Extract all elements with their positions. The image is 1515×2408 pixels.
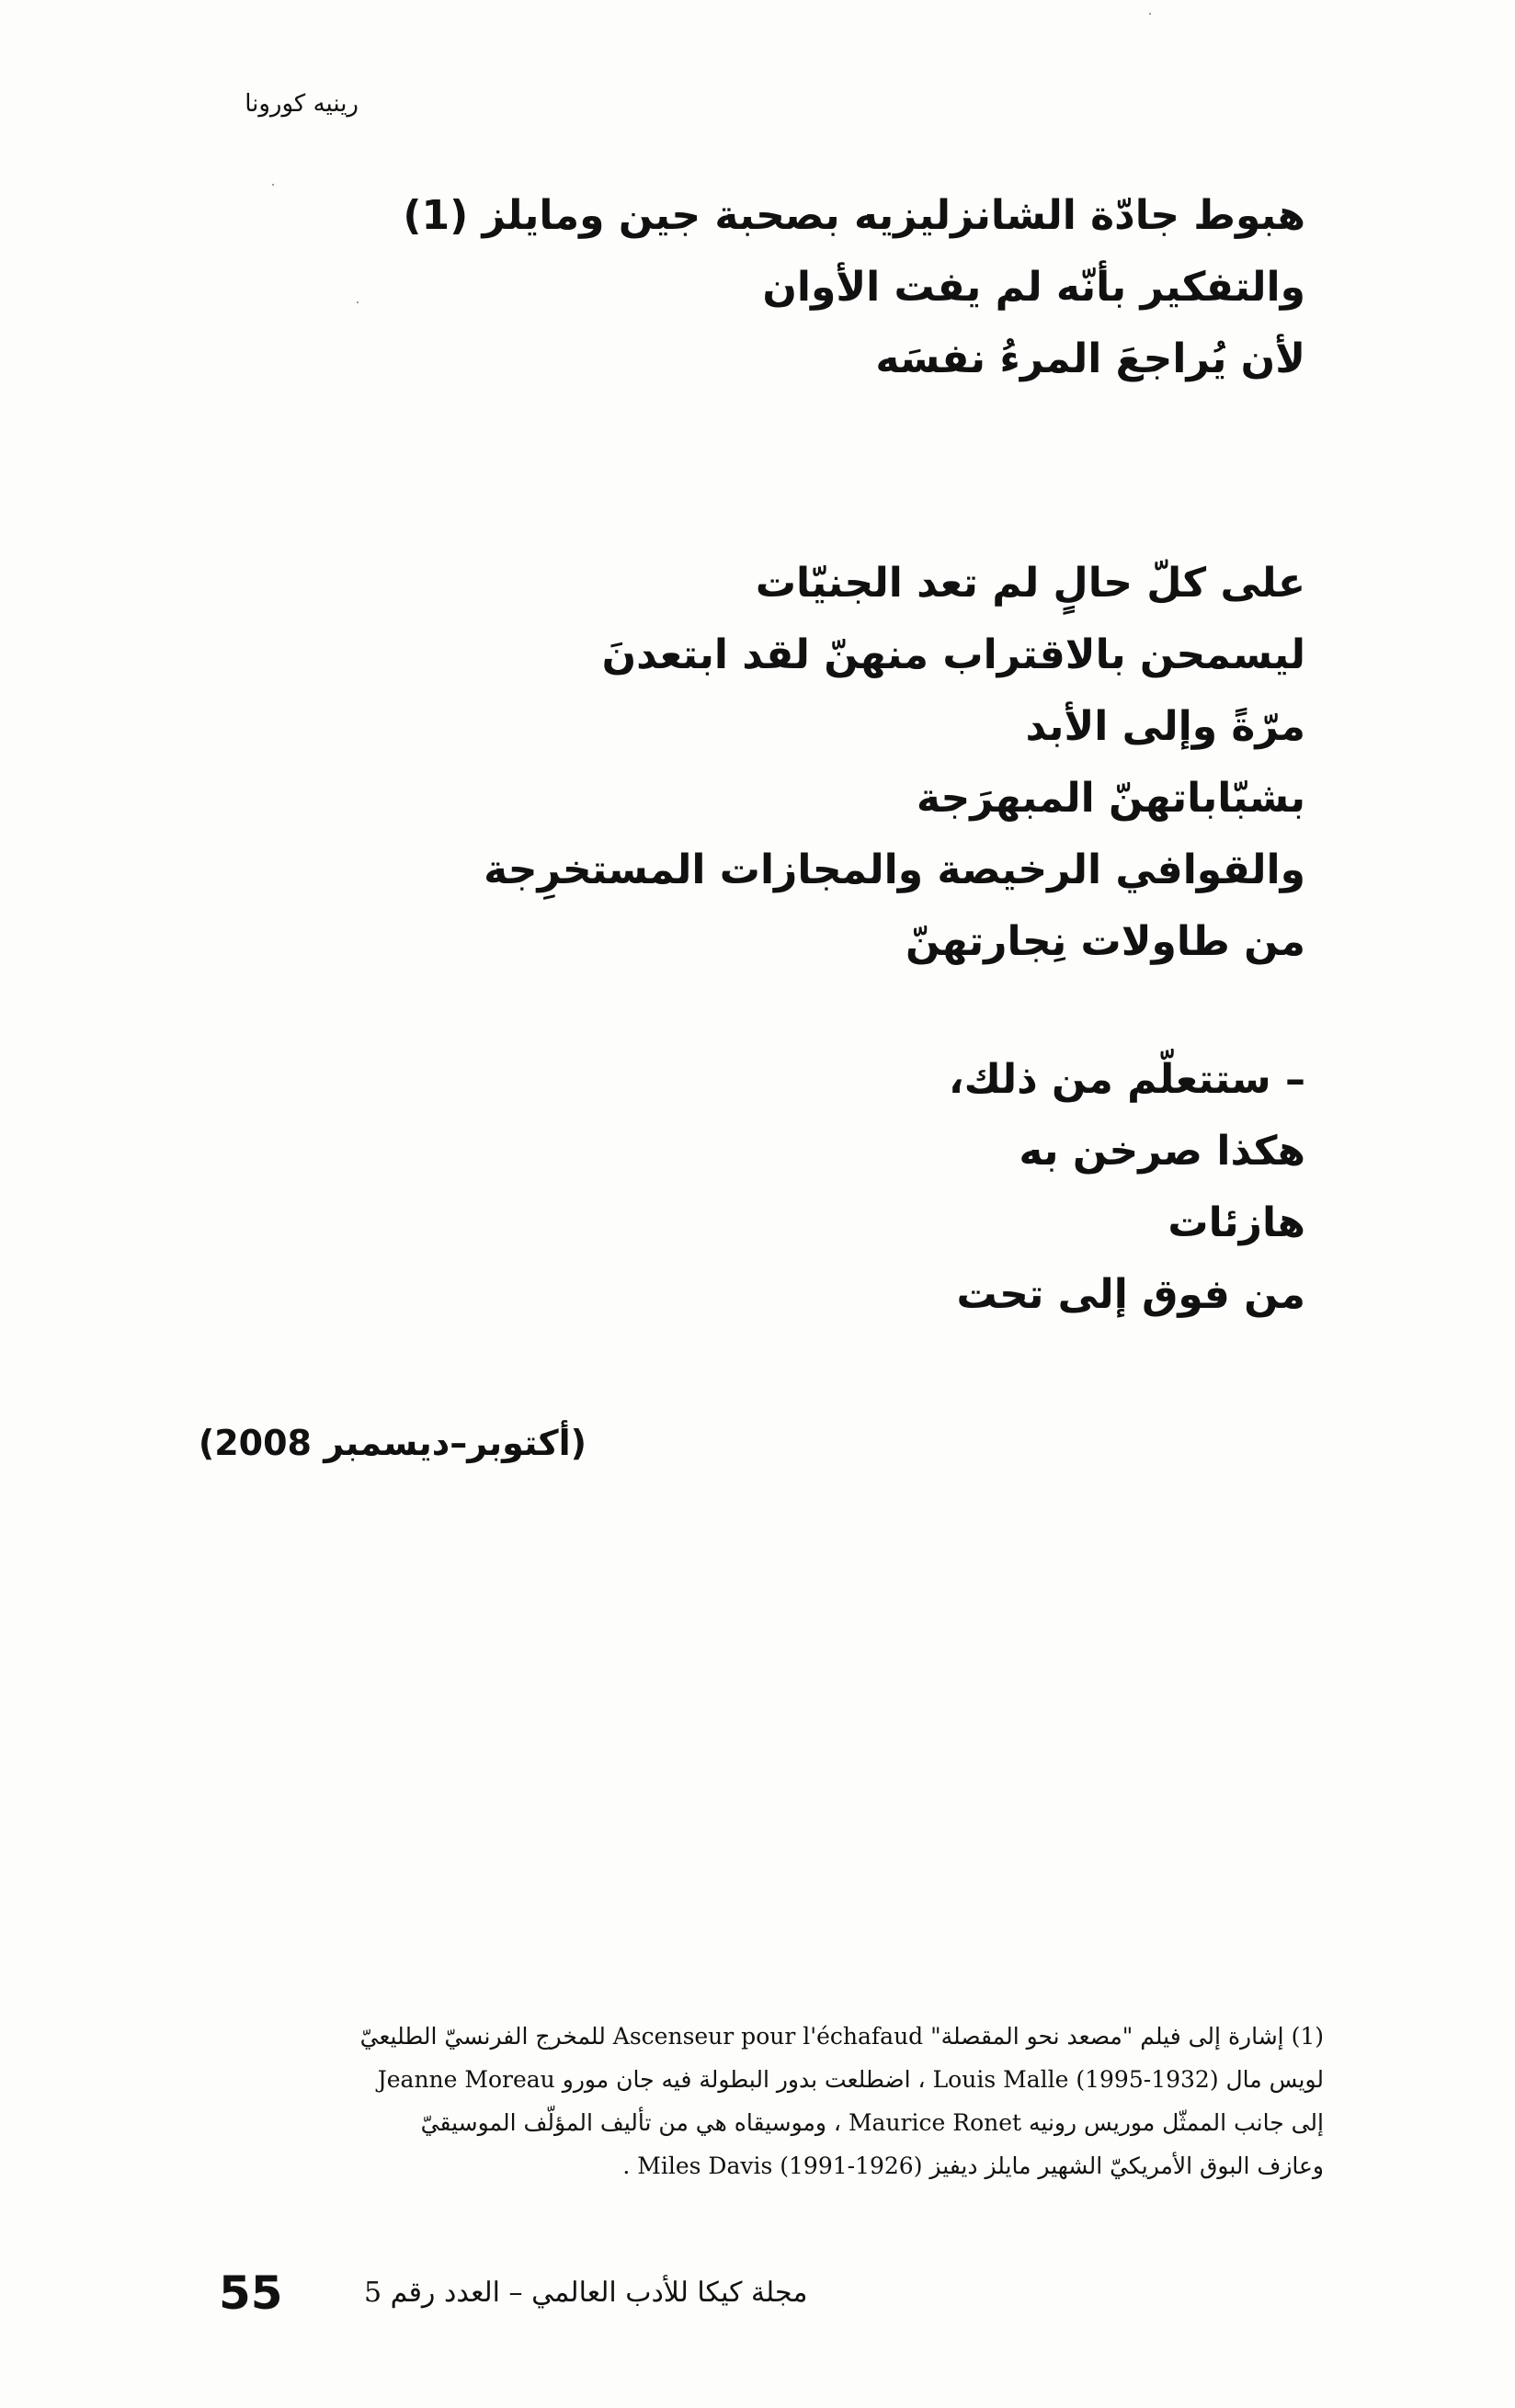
page-footer [219, 2261, 862, 2325]
poem-line: والتفكير بأنّه لم يفت الأوان [762, 264, 1305, 311]
poem-line: من فوق إلى تحت [956, 1271, 1305, 1318]
scan-speck [1149, 13, 1151, 15]
poem-line: هكذا صرخن به [1019, 1128, 1305, 1175]
footnote-line: لويس مال (1932-1995) Louis Malle ، اضطلعت بدور البطولة فيه جان مورو Jeanne Moreau [377, 2066, 1324, 2093]
poem-line: ليسمحن بالاقتراب منهنّ لقد ابتعدنَ [601, 631, 1305, 678]
poem-stanza-2 [386, 548, 1305, 978]
poem-line: من طاولات نِجارتهنّ [905, 918, 1305, 965]
running-head: رينيه كورونا [245, 90, 359, 118]
page-number: 55 [219, 2266, 283, 2320]
poem-line: هازئات [1168, 1199, 1305, 1246]
poem-stanza-1 [386, 180, 1305, 395]
poem-date: (أكتوبر–ديسمبر 2008) [198, 1423, 587, 1463]
poem-line: هبوط جادّة الشانزليزيه بصحبة جين ومايلز (1) [403, 192, 1305, 239]
footnote-line: إلى جانب الممثّل موريس رونيه Maurice Ronet ، وموسيقاه هي من تأليف المؤلّف الموسيقيّ [420, 2109, 1324, 2136]
scan-speck [272, 184, 274, 186]
poem-line: لأن يُراجعَ المرءُ نفسَه [875, 335, 1305, 382]
poem-line: – ستتعلّم من ذلك، [948, 1056, 1305, 1103]
scan-speck [357, 301, 359, 303]
poem-line: والقوافي الرخيصة والمجازات المستخرِجة [484, 846, 1305, 893]
footnote-line: (1) إشارة إلى فيلم "مصعد نحو المقصلة" Ascenseur pour l'échafaud للمخرج الفرنسيّ الطليعيّ [359, 2023, 1324, 2050]
poem-stanza-3 [386, 1044, 1305, 1331]
poem-line: بشبّاباتهنّ المبهرَجة [916, 775, 1305, 822]
footnote [184, 2015, 1324, 2187]
footnote-line: وعازف البوق الأمريكيّ الشهير مايلز ديفيز (1926-1991) Miles Davis . [622, 2152, 1324, 2179]
poem-line: مرّةً وإلى الأبد [1025, 703, 1305, 750]
poem-line: على كلّ حالٍ لم تعد الجنيّات [755, 560, 1305, 607]
journal-title: مجلة كيكا للأدب العالمي – العدد رقم 5 [364, 2277, 808, 2309]
